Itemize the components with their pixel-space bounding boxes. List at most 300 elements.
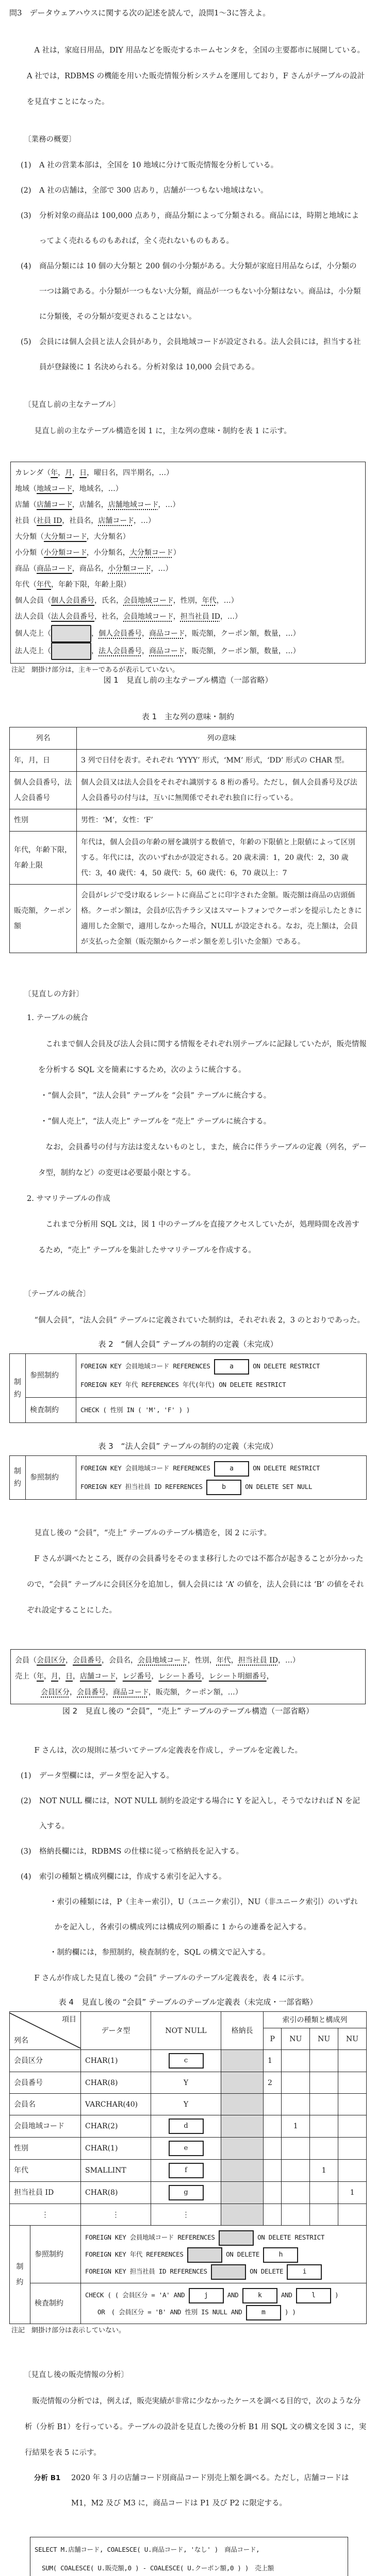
column: …: [158, 565, 166, 573]
table4-length-hatched: [221, 2094, 264, 2115]
comma: ，: [122, 549, 130, 557]
comma: ，: [86, 549, 94, 557]
table4-index-cell: [264, 2160, 282, 2182]
paren: （: [29, 1672, 37, 1681]
hatched-ref1: [219, 2230, 254, 2246]
table4-group-label: 制約: [10, 2226, 30, 2324]
comma: ，: [216, 597, 224, 605]
table4-length-hatched: [221, 2204, 264, 2226]
merge-heading: 〔テーブルの統合〕: [24, 1290, 91, 1298]
comma: ，: [87, 581, 94, 589]
foreign-key-column: 大分類コード: [129, 549, 173, 557]
column: 販売額: [191, 630, 214, 638]
table4-colname-label: 列名: [14, 2037, 28, 2045]
table4-index-cell: [282, 2204, 310, 2226]
blank-k: k: [242, 2288, 277, 2303]
table2-ref-label: 参照制約: [26, 1354, 76, 1398]
table1-meaning: 男性：‘M’，女性：‘F’: [77, 809, 367, 832]
comma: ，: [133, 517, 141, 525]
blank-a: a: [214, 1359, 249, 1375]
business-item: [9, 153, 367, 178]
table4-notnull-cell: [151, 2094, 221, 2115]
comma: ，: [115, 1672, 123, 1681]
and-keyword: AND: [281, 2291, 292, 2299]
t4-check2-post: ) ): [284, 2308, 296, 2316]
table4-index-cell: [282, 2094, 310, 2115]
comma: ，: [102, 1656, 109, 1665]
table4-length-hatched: [221, 2160, 264, 2182]
rule-item: [9, 1789, 367, 1839]
paren: （: [37, 549, 44, 557]
foreign-key-column: 店舗コード: [98, 517, 134, 525]
table4-colname: 年代: [10, 2160, 81, 2182]
comma: ，: [101, 565, 108, 573]
foreign-key-column: 商品コード: [113, 1688, 149, 1697]
table1-colname: 個人会員番号，法人会員番号: [10, 772, 77, 809]
figure1-note: 注記 網掛け部分は，主キーであるが表示していない。: [11, 666, 179, 674]
blank-b: b: [206, 1480, 241, 1495]
comma: ，: [202, 1672, 209, 1681]
paren: （: [44, 613, 51, 621]
schema-line: [15, 513, 361, 529]
paren: （: [44, 630, 51, 638]
t4-ref2-mid: ON DELETE: [226, 2250, 260, 2258]
comma: ，: [72, 485, 79, 493]
comma: ，: [256, 630, 264, 638]
foreign-key-column: 担当社員 ID: [238, 1656, 278, 1665]
table4-index-cell: [310, 2204, 338, 2226]
schema-line: [15, 642, 361, 660]
table4-index-cell: [338, 2115, 367, 2138]
column: …: [140, 517, 148, 525]
column: 数量: [264, 630, 278, 638]
table4-colname: 会員番号: [10, 2072, 81, 2094]
primary-key-column: 店舗コード: [80, 1672, 116, 1681]
table4-row: [10, 2115, 367, 2138]
comma: ，: [142, 647, 149, 655]
t4-check2-pre: OR ( 会員区分 = 'B' AND 性別 IS NULL AND: [97, 2308, 242, 2316]
comma: ，: [220, 613, 227, 621]
comma: ，: [142, 630, 149, 638]
rule4-bullet2: ・制約欄には，参照制約，検査制約を，SQL の構文で記入する。: [50, 1948, 270, 1957]
table1-meaning: 3 列で日付を表す。それぞれ ‘YYYY’ 形式，‘MM’ 形式，‘DD’ 形式の CHAR 型。: [77, 750, 367, 772]
table4-index-nu1: NU: [282, 2028, 310, 2050]
table4-row: [10, 2182, 367, 2204]
table-name: 法人売上: [15, 647, 44, 655]
table4-type: CHAR(8): [81, 2072, 151, 2094]
table-name: 年代: [15, 581, 29, 589]
table4-index-cell: [264, 2115, 282, 2138]
table4-index-cell: [282, 2050, 310, 2072]
primary-key-column: 年代: [37, 581, 51, 589]
table4: [9, 2011, 367, 2324]
primary-key-column: 会員番号: [73, 1656, 102, 1665]
business-item-text: 商品分類には 10 個の大分類と 200 個の小分類がある。大分類が家庭日用品ならば，小分類の一つは鍋である。小分類が一つもない大分類，商品が一つもない小分類はない。商品は，小分類に分類後，その分類が変更されることはない。: [39, 262, 361, 321]
paren: （: [37, 533, 44, 541]
column: 曜日名: [94, 469, 116, 477]
policy-section1-paragraph2: なお，会員番号の付与方法は変えないものとし，また，統合に伴うテーブルの定義（列名，データ型，制約など）の変更は必要最小限とする。: [38, 1143, 367, 1177]
column: 商品名: [79, 565, 101, 573]
comma: ，: [177, 1688, 185, 1697]
column: …: [285, 647, 293, 655]
table2-check-label: 検査制約: [26, 1398, 76, 1423]
table1-row: [10, 772, 367, 809]
schema-line: [15, 545, 361, 561]
table4-index-cell: [338, 2072, 367, 2094]
analysis-heading: 〔見直し後の販売情報の分析〕: [24, 2371, 128, 2379]
business-item-text: 分析対象の商品は 100,000 点あり，商品分類によって分類される。商品には，時期と地域によってよく売れるものもあれば，全く売れないものもある。: [39, 212, 359, 245]
foreign-key-column: 小分類コード: [108, 565, 151, 573]
table1-meaning: 会員がレジで受け取るレシートに商品ごとに印字された金額。販売額は商品の店頭価格。クーポン額は，会員が広告チラシ又はスマートフォンでクーポンを提示したときに適用した金額で，適用しなかった場合，NULL が設定される。なお，売上額は，会員が支払った金額（販売額からクーポン額を差し引いた金額）である。: [77, 885, 367, 953]
comma: ，: [58, 1672, 65, 1681]
paren: （: [29, 485, 37, 493]
table1-meaning: 年代は，個人会員の年齢の層を識別する数値で，年齢の下限値と上限値によって区別する。年代には，次のいずれかが設定される。20 歳未満：1，20 歳代：2，30 歳代：3，40 歳代：4，50 歳代：5，60 歳代：6，70 歳以上：7: [77, 832, 367, 885]
fig3-line1: SELECT M.店舗コード, COALESCE( U.商品コード, 'なし' ) 商品コード,: [35, 2546, 260, 2553]
table4-index-cell: 1: [264, 2050, 282, 2072]
table-name: 個人会員: [15, 597, 44, 605]
table4-colname: 担当社員 ID: [10, 2182, 81, 2204]
table1-row: [10, 885, 367, 953]
primary-key-column: 月: [51, 1672, 58, 1681]
t4-ref3-pre: FOREIGN KEY 担当社員 ID REFERENCES: [85, 2267, 207, 2275]
table4-note: 注記 網掛け部分は表示していない。: [11, 2327, 126, 2334]
table1-colname: 年，月，日: [10, 750, 77, 772]
table4-index-cell: [264, 2204, 282, 2226]
column: 大分類名: [93, 533, 123, 541]
comma: ，: [70, 1688, 77, 1697]
business-item-num: (1): [21, 161, 31, 170]
primary-key-column: 年: [37, 1672, 44, 1681]
table4-colname: ⋮: [10, 2204, 81, 2226]
business-item-num: (4): [21, 262, 31, 270]
rule-item: [9, 1764, 367, 1789]
column: 氏名: [102, 597, 116, 605]
blank-m: m: [246, 2305, 281, 2320]
table4-row: [10, 2050, 367, 2072]
table4-index-cell: [338, 2094, 367, 2115]
column: …: [285, 1656, 292, 1665]
foreign-key-column: 会員区分: [41, 1688, 70, 1697]
table3-ref2-pre: FOREIGN KEY 担当社員 ID REFERENCES: [80, 1483, 203, 1490]
table4-type: VARCHAR(40): [81, 2094, 151, 2115]
column: クーポン額: [184, 1688, 221, 1697]
comma: ，: [278, 630, 286, 638]
column: …: [227, 613, 235, 621]
business-list: [9, 153, 367, 380]
comma: ，: [106, 1688, 113, 1697]
table4-index-cell: [338, 2204, 367, 2226]
table3-ref1-pre: FOREIGN KEY 会員地域コード REFERENCES: [80, 1464, 210, 1472]
table4-index-cell: [338, 2138, 367, 2160]
schema-line: [15, 561, 361, 577]
table4-length-hatched: [221, 2072, 264, 2094]
comma: ，: [116, 469, 123, 477]
fig3-line2: SUM( COALESCE( U.販売額,0 ) - COALESCE( U.クーポン額,0 ) ) 売上額: [42, 2564, 274, 2572]
figure1-schema-box: [10, 462, 366, 664]
table4-type-header: データ型: [81, 2012, 151, 2050]
comma: ，: [73, 1672, 80, 1681]
business-item: [9, 178, 367, 204]
primary-key-column: レシート番号: [158, 1672, 202, 1681]
foreign-key-column: 会員地域コード: [123, 597, 173, 605]
table4-notnull-cell: [151, 2050, 221, 2072]
table3-ref-label: 参照制約: [26, 1456, 76, 1500]
comma: ，: [58, 469, 65, 477]
paren: ）: [292, 647, 300, 655]
table-name: 小分類: [15, 549, 37, 557]
blank-h: h: [263, 2247, 298, 2263]
table1-meaning: 個人会員又は法人会員をそれぞれ識別する 8 桁の番号。ただし，個人会員番号及び法人会員番号の付与は，互いに無関係でそれぞれ独自に行っている。: [77, 772, 367, 809]
comma: ，: [91, 630, 99, 638]
comma: ，: [87, 469, 94, 477]
schema-line: [15, 1653, 361, 1669]
comma: ，: [278, 647, 286, 655]
merge-paragraph1: “個人会員”，“法人会員” テーブルに定義されていた制約は，それぞれ表 2，3 のとおりであった。: [34, 1316, 365, 1325]
schema-line: [15, 497, 361, 513]
comma: ，: [151, 565, 158, 573]
policy-section2-title: 2. サマリテーブルの作成: [27, 1195, 110, 1203]
rule-num: (1): [21, 1772, 31, 1780]
foreign-key-column: 法人会員番号: [99, 647, 142, 655]
table4-index-cell: [264, 2182, 282, 2204]
schema-line: [15, 577, 361, 593]
table3-ref2-post: ON DELETE SET NULL: [245, 1483, 313, 1490]
column: …: [165, 501, 173, 509]
table4-colname: 会員地域コード: [10, 2115, 81, 2138]
column: …: [227, 1688, 235, 1697]
table1-colname: 年代，年齢下限，年齢上限: [10, 832, 77, 885]
table1-colname: 性別: [10, 809, 77, 832]
comma: ，: [194, 597, 202, 605]
rule-num: (4): [21, 1873, 31, 1881]
before-intro: 見直し前の主なテーブル構造を図 1 に，主な列の意味・制約を表 1 に示す。: [34, 427, 291, 435]
column: …: [108, 485, 116, 493]
table2-group-label: 制約: [10, 1354, 26, 1423]
table4-index-cell: [338, 2160, 367, 2182]
table4-check-label: 検査制約: [30, 2283, 81, 2324]
primary-key-column: 個人会員番号: [51, 597, 94, 605]
table4-colname: 会員名: [10, 2094, 81, 2115]
policy-bullet2: ・“個人売上”，“法人売上” テーブルを “売上” テーブルに統合する。: [40, 1117, 271, 1126]
rule-item: [9, 1839, 367, 1865]
foreign-key-column: 会員番号: [77, 1688, 106, 1697]
paren: ）: [234, 613, 242, 621]
paren: ）: [292, 1656, 300, 1665]
merge-paragraph2: 見直し後の “会員”，“売上” テーブルのテーブル構造を，図 2 に示す。: [34, 1529, 272, 1537]
t4-ref2-pre: FOREIGN KEY 年代 REFERENCES: [85, 2250, 184, 2258]
rule-num: (2): [21, 1797, 31, 1805]
table-name: 地域: [15, 485, 29, 493]
table4-index-cell: [282, 2160, 310, 2182]
paren: ）: [123, 581, 130, 589]
schema-line: [15, 1685, 361, 1701]
table4-index-cell: 1: [282, 2115, 310, 2138]
table2-ref1-pre: FOREIGN KEY 会員地域コード REFERENCES: [80, 1362, 210, 1370]
blank-c: c: [169, 2053, 204, 2069]
table3-group-label: 制約: [10, 1456, 26, 1500]
t4-ref1-post: ON DELETE RESTRICT: [257, 2233, 325, 2241]
primary-key-column: 会員区分: [37, 1656, 65, 1665]
paren: ）: [165, 565, 173, 573]
paren: ）: [166, 469, 174, 477]
rule-text: データ型欄には，データ型を記入する。: [39, 1772, 174, 1780]
comma: ，: [44, 1672, 51, 1681]
column: 会員名: [109, 1656, 130, 1665]
table4-index-cell: 1: [310, 2160, 338, 2182]
comma: ，: [65, 1656, 73, 1665]
column: クーポン額: [220, 647, 257, 655]
table4-type: ⋮: [81, 2204, 151, 2226]
foreign-key-column: 商品コード: [149, 630, 185, 638]
hatched-ref2: [187, 2247, 222, 2263]
t4-ref3-mid: ON DELETE: [250, 2267, 284, 2275]
table4-index-cell: [310, 2138, 338, 2160]
business-item: [9, 254, 367, 330]
table2-caption: 表 2 “個人会員” テーブルの制約の定義（未完成）: [98, 1340, 278, 1349]
merge-paragraph5: F さんが作成した見直し後の “会員” テーブルのテーブル定義表を，表 4 に示す。: [34, 1974, 309, 1982]
paren: ）: [122, 533, 130, 541]
column: 地域名: [79, 485, 101, 493]
comma: ，: [101, 501, 108, 509]
blank-g: g: [169, 2185, 204, 2200]
column: 性別: [194, 1656, 209, 1665]
rule-item: [9, 1865, 367, 1890]
comma: ，: [173, 597, 181, 605]
table4-index-cell: [338, 2050, 367, 2072]
comma: ，: [184, 630, 192, 638]
column: 年齢下限: [58, 581, 87, 589]
table4-notnull: Y: [183, 2078, 189, 2087]
comma: ，: [158, 501, 166, 509]
rules-list: [9, 1764, 367, 1890]
table4-length-hatched: [221, 2138, 264, 2160]
table4-index-cell: [282, 2138, 310, 2160]
figure3-sql-box: [30, 2537, 348, 2576]
comma: ，: [116, 613, 123, 621]
before-heading: 〔見直し前の主なテーブル〕: [24, 401, 121, 409]
comma: ，: [220, 1688, 228, 1697]
merge-paragraph4: F さんは，次の規則に基づいてテーブル定義表を作成し，テーブルを定義した。: [34, 1747, 303, 1755]
comma: ，: [256, 647, 264, 655]
table3-ref1-post: ON DELETE RESTRICT: [253, 1464, 320, 1472]
table4-notnull-cell: [151, 2115, 221, 2138]
question-title: 問3 データウェアハウスに関する次の記述を読んで，設問1〜3に答えよ。: [9, 8, 271, 18]
comma: ，: [94, 613, 102, 621]
paren: ）: [292, 630, 300, 638]
table3-caption: 表 3 “法人会員” テーブルの制約の定義（未完成）: [98, 1442, 278, 1451]
primary-key-column: 小分類コード: [44, 549, 87, 557]
table4-index-nu2: NU: [310, 2028, 338, 2050]
table4-type: CHAR(8): [81, 2182, 151, 2204]
table4-caption: 表 4 見直し後の “会員” テーブルのテーブル定義表（未完成・一部省略）: [58, 1997, 318, 2007]
comma: ，: [94, 597, 102, 605]
rule4-bullet1: ・索引の種類には，P（主キー索引），U（ユニーク索引），NU（非ユニーク索引）のいずれかを記入し，各索引の構成列には構成列の順番に 1 からの連番を記入する。: [50, 1898, 358, 1931]
column: 販売額: [155, 1688, 177, 1697]
table-name: 売上: [15, 1672, 29, 1681]
paren: ）: [172, 501, 180, 509]
table4-length-hatched: [221, 2050, 264, 2072]
table4-row: [10, 2160, 367, 2182]
column: 性別: [180, 597, 195, 605]
table4-index-header: 索引の種類と構成列: [264, 2012, 367, 2028]
blank-l: l: [296, 2288, 331, 2303]
paren: ）: [173, 549, 181, 557]
paren: ）: [231, 597, 238, 605]
column: 数量: [264, 647, 278, 655]
policy-heading: 〔見直しの方針〕: [24, 990, 84, 998]
column: …: [285, 630, 293, 638]
table4-colname: 性別: [10, 2138, 81, 2160]
column: …: [159, 469, 167, 477]
table4-notnull: Y: [183, 2100, 189, 2109]
schema-line: [15, 481, 361, 497]
intro-paragraph: A 社は，家庭日用品，DIY 用品などを販売するホームセンタを，全国の主要都市に展開している。A 社では，RDBMS の機能を用いた販売情報分析システムを運用しており，F さんがテーブルの設計を見直すことになった。: [27, 46, 365, 106]
paren: （: [29, 517, 37, 525]
table4-index-cell: 1: [338, 2182, 367, 2204]
paren: （: [44, 597, 51, 605]
table4-type: SMALLINT: [81, 2160, 151, 2182]
business-item-text: A 社の店舗は，全部で 300 店あり，店舗が一つもない地域はない。: [39, 187, 268, 195]
blank-d: d: [169, 2119, 204, 2134]
comma: ，: [266, 1672, 274, 1681]
column: クーポン額: [220, 630, 257, 638]
merge-paragraph3: F さんが調べたところ，既存の会員番号をそのまま移行したのでは不都合が起きることが分かったので，“会員” テーブルに会員区分を追加し，個人会員には ‘A’ の値を，法人会員には ‘B’ の値をそれぞれ設定することにした。: [27, 1555, 364, 1615]
table4-notnull-cell: [151, 2138, 221, 2160]
table4-row: [10, 2094, 367, 2115]
table4-index-cell: [310, 2182, 338, 2204]
t4-check1-post: ): [335, 2291, 339, 2299]
primary-key-column: 年: [51, 469, 58, 477]
table4-type: CHAR(1): [81, 2050, 151, 2072]
comma: ，: [209, 1656, 217, 1665]
table4-index-cell: [264, 2094, 282, 2115]
table-name: 大分類: [15, 533, 37, 541]
paren: ）: [235, 1688, 242, 1697]
and-keyword: AND: [227, 2291, 239, 2299]
table4-notnull-cell: [151, 2204, 221, 2226]
rule-num: (3): [21, 1848, 31, 1856]
table2-ref2: FOREIGN KEY 年代 REFERENCES 年代(年代) ON DELETE RESTRICT: [80, 1381, 286, 1388]
column: 販売額: [191, 647, 214, 655]
table4-index-cell: [310, 2050, 338, 2072]
business-item-num: (3): [21, 212, 31, 220]
table1-caption: 表 1 主な列の意味・制約: [141, 712, 235, 721]
table4-colname: 会員区分: [10, 2050, 81, 2072]
table1-header-name: 列名: [10, 727, 77, 750]
comma: ，: [130, 1656, 138, 1665]
business-item-text: 会員には個人会員と法人会員があり，会員地域コードが設定される。法人会員には，担当する社員が登録後に 1 名決められる。分析対象は 10,000 会員である。: [39, 338, 361, 371]
foreign-key-column: 会員地域コード: [123, 613, 173, 621]
table4-type: CHAR(2): [81, 2115, 151, 2138]
comma: ，: [72, 469, 80, 477]
hatched-ref3: [211, 2264, 246, 2280]
primary-key-column: 日: [79, 469, 87, 477]
primary-key-column: 月: [65, 469, 73, 477]
paren: ）: [115, 485, 123, 493]
foreign-key-column: 店舗地域コード: [108, 501, 158, 509]
primary-key-column: 法人会員番号: [51, 613, 94, 621]
blank-j: j: [189, 2288, 224, 2303]
schema-line: [15, 609, 361, 625]
table4-index-cell: [310, 2115, 338, 2138]
blank-e: e: [169, 2141, 204, 2156]
table1-row: [10, 832, 367, 885]
business-item-num: (2): [21, 187, 31, 195]
foreign-key-column: 個人会員番号: [99, 630, 142, 638]
comma: ，: [72, 501, 79, 509]
blank-a-2: a: [214, 1461, 249, 1477]
paren: （: [29, 581, 37, 589]
